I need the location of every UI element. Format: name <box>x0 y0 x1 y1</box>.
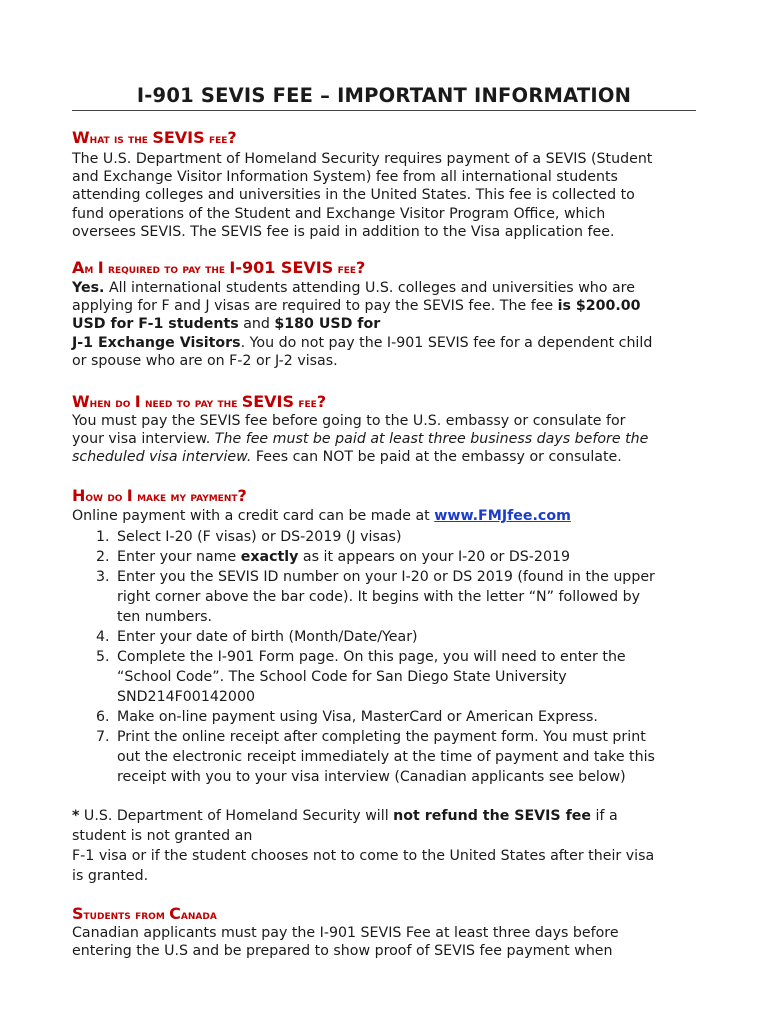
no-refund-bold: not refund the SEVIS fee <box>393 808 591 824</box>
list-item <box>72 627 702 647</box>
italic-text: scheduled visa interview. <box>72 449 252 466</box>
page-title: I-901 SEVIS FEE – IMPORTANT INFORMATION <box>136 84 632 107</box>
payment-steps-list <box>72 527 702 787</box>
step-line: “School Code”. The School Code for San Diego State University <box>117 669 567 685</box>
paragraph-am-i-required <box>72 279 702 370</box>
list-number: 7. <box>96 729 110 745</box>
step-text: Select I-20 (F visas) or DS-2019 (J visas) <box>117 529 402 545</box>
text-span: U.S. Department of Homeland Security will <box>79 808 394 824</box>
text-line: attending colleges and universities in the United States. This fee is collected to <box>72 187 635 204</box>
text-line: Canadian applicants must pay the I-901 SEVIS Fee at least three days before <box>72 925 619 941</box>
step-line: Print the online receipt after completing the payment form. You must print <box>117 729 646 745</box>
yes-answer: Yes. <box>72 280 105 296</box>
fee-j1: $180 USD for <box>274 316 381 333</box>
step-text: Make on-line payment using Visa, MasterCard or American Express. <box>117 709 598 725</box>
asterisk: * <box>72 808 80 824</box>
paragraph-how-to-pay <box>72 507 702 525</box>
text-line: is granted. <box>72 868 149 884</box>
list-number: 5. <box>96 649 110 665</box>
list-item <box>72 527 702 547</box>
paragraph-when-to-pay <box>72 412 702 467</box>
fee-amount: is $200.00 <box>557 298 641 315</box>
step-line: Complete the I-901 Form page. On this page, you will need to enter the <box>117 649 626 665</box>
text-line: student is not granted an <box>72 828 253 844</box>
list-item <box>72 567 702 627</box>
list-item <box>72 547 702 567</box>
paragraph-refund-note <box>72 806 702 886</box>
text-line: You must pay the SEVIS fee before going to the U.S. embassy or consulate for <box>72 413 626 429</box>
text-line: entering the U.S and be prepared to show proof of SEVIS fee payment when <box>72 943 613 960</box>
text-span: . You do not pay the I-901 SEVIS fee for a dependent child <box>240 334 653 351</box>
text-span: Fees can NOT be paid at the embassy or consulate. <box>251 449 622 466</box>
text-line: oversees SEVIS. The SEVIS fee is paid in addition to the Visa application fee. <box>72 223 615 240</box>
step-line: out the electronic receipt immediately at the time of payment and take this <box>117 749 655 765</box>
text-span: your visa interview. <box>72 431 215 448</box>
text-span: applying for F and J visas are required to pay the SEVIS fee. The fee <box>72 298 558 315</box>
step-line: right corner above the bar code). It begins with the letter “N” followed by <box>117 589 641 605</box>
step-text: as it appears on your I-20 or DS-2019 <box>298 549 571 565</box>
list-number: 2. <box>96 549 110 565</box>
text-span: and <box>238 316 275 333</box>
step-text: Enter your date of birth (Month/Date/Year) <box>117 629 418 645</box>
paragraph-students-from-canada <box>72 924 702 960</box>
list-number: 4. <box>96 629 110 645</box>
text-line: and Exchange Visitor Information System) fee from all international students <box>72 169 618 186</box>
step-line: Enter you the SEVIS ID number on your I-20 or DS 2019 (found in the upper <box>117 569 655 585</box>
heading-what-is-sevis-fee: What is the SEVIS fee? <box>72 128 237 147</box>
heading-students-from-canada: Students from Canada <box>72 904 217 923</box>
step-line: SND214F00142000 <box>117 689 255 705</box>
paragraph-what-is-sevis-fee <box>72 150 702 241</box>
text-span: Online payment with a credit card can be made at <box>72 508 435 524</box>
fmjfee-link[interactable]: www.FMJfee.com <box>434 508 571 524</box>
step-line: receipt with you to your visa interview (Canadian applicants see below) <box>117 769 626 785</box>
step-line: ten numbers. <box>117 609 213 625</box>
text-span: All international students attending U.S. colleges and universities who are <box>104 280 635 296</box>
j1-visitors: J-1 Exchange Visitors <box>72 334 241 351</box>
heading-when-to-pay: When do I need to pay the SEVIS fee? <box>72 392 327 411</box>
list-number: 3. <box>96 569 110 585</box>
text-line: fund operations of the Student and Exchange Visitor Program Office, which <box>72 205 606 222</box>
heading-am-i-required: Am I required to pay the I-901 SEVIS fee? <box>72 258 366 277</box>
title-rule <box>72 110 696 111</box>
list-number: 6. <box>96 709 110 725</box>
text-span: if a <box>591 808 618 824</box>
italic-text: The fee must be paid at least three business days before the <box>214 431 649 448</box>
step-text: Enter your name <box>117 549 241 565</box>
text-line: F-1 visa or if the student chooses not to come to the United States after their visa <box>72 848 655 864</box>
text-line: or spouse who are on F-2 or J-2 visas. <box>72 352 338 369</box>
text-line: The U.S. Department of Homeland Security requires payment of a SEVIS (Student <box>72 151 653 167</box>
list-number: 1. <box>96 529 110 545</box>
list-item <box>72 647 702 707</box>
fee-f1: USD for F-1 students <box>72 316 239 333</box>
list-item <box>72 727 702 787</box>
heading-how-to-pay: How do I make my payment? <box>72 486 247 505</box>
list-item <box>72 707 702 727</box>
step-bold: exactly <box>240 549 299 565</box>
